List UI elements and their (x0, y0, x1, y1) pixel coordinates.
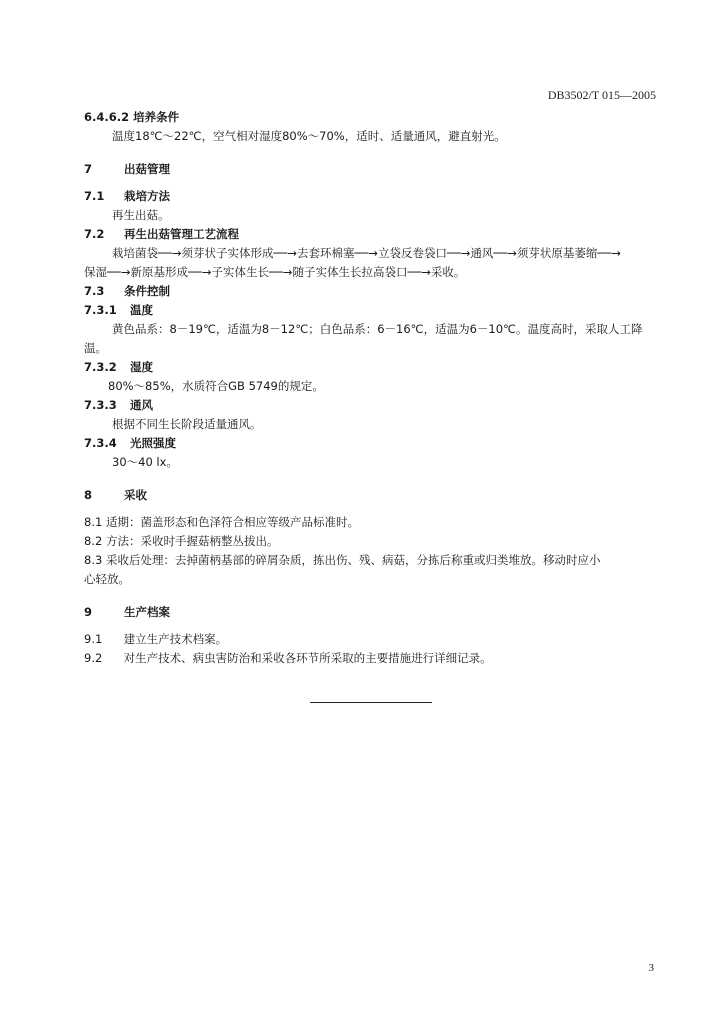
paragraph-cultivation-method: 再生出菇。 (112, 208, 170, 222)
paragraph-culture-conditions: 温度18℃～22℃，空气相对湿度80%～70%，适时、适量通风，避直射光。 (112, 129, 506, 143)
section-number: 6.4.6.2 (84, 110, 130, 124)
section-number: 7.3.1 (84, 303, 117, 317)
section-number: 7.3.3 (84, 398, 117, 412)
heading-9 (84, 603, 656, 622)
heading-7-3 (84, 282, 656, 301)
standard-code: DB3502/T 015—2005 (547, 88, 656, 102)
section-number: 8 (84, 488, 93, 502)
clause-8-3-line-1: 8.3 采收后处理：去掉菌柄基部的碎屑杂质，拣出伤、残、病菇，分拣后称重或归类堆放。移动时应小 (84, 553, 601, 567)
section-number: 7.3 (84, 284, 105, 298)
section-number: 9 (84, 605, 93, 619)
heading-7-3-4 (84, 434, 656, 453)
process-flow-line-1: 栽培菌袋──→须芽状子实体形成──→去套环棉塞──→立袋反卷袋口──→通风──→须芽状原基萎缩──→ (112, 246, 621, 260)
clause-text: 对生产技术、病虫害防治和采收各环节所采取的主要措施进行详细记录。 (123, 651, 492, 665)
clause-8-3-line-2: 心轻放。 (84, 572, 130, 586)
light-intensity-paragraph: 30～40 lx。 (112, 455, 178, 469)
heading-8 (84, 486, 656, 505)
section-number: 7.1 (84, 189, 105, 203)
section-title: 湿度 (130, 360, 154, 374)
clause-9-1 (84, 630, 656, 649)
clause-9-2 (84, 649, 656, 668)
section-title: 培养条件 (133, 110, 180, 124)
document-body (84, 108, 656, 668)
temperature-paragraph-line-1: 黄色品系：8－19℃，适温为8－12℃；白色品系：6－16℃，适温为6－10℃。温度高时，采取人工降 (112, 322, 643, 336)
section-title: 出菇管理 (124, 162, 171, 176)
process-flow-line-2: 保湿──→新原基形成──→子实体生长──→随子实体生长拉高袋口──→采收。 (84, 265, 466, 279)
section-title: 通风 (130, 398, 154, 412)
ventilation-paragraph: 根据不同生长阶段适量通风。 (112, 417, 262, 431)
section-title: 光照强度 (130, 436, 177, 450)
section-number: 7 (84, 162, 93, 176)
heading-7-3-1 (84, 301, 656, 320)
section-title: 条件控制 (124, 284, 171, 298)
section-title: 温度 (130, 303, 154, 317)
section-title: 栽培方法 (124, 189, 171, 203)
heading-7-2 (84, 225, 656, 244)
section-number: 7.3.2 (84, 360, 117, 374)
clause-8-1: 8.1 适期：菌盖形态和色泽符合相应等级产品标准时。 (84, 515, 359, 529)
clause-number: 9.1 (84, 632, 103, 646)
humidity-paragraph: 80%～85%，水质符合GB 5749的规定。 (108, 379, 324, 393)
page-number: 3 (648, 962, 654, 974)
section-number: 7.2 (84, 227, 105, 241)
section-number: 7.3.4 (84, 436, 117, 450)
section-title: 采收 (124, 488, 148, 502)
temperature-paragraph-line-2: 温。 (84, 341, 107, 355)
clause-text: 建立生产技术档案。 (123, 632, 228, 646)
heading-7-1 (84, 187, 656, 206)
heading-7-3-2 (84, 358, 656, 377)
clause-number: 9.2 (84, 651, 103, 665)
heading-6-4-6-2 (84, 108, 656, 127)
heading-7-3-3 (84, 396, 656, 415)
end-of-document-rule (310, 702, 432, 703)
heading-7 (84, 160, 656, 179)
section-title: 生产档案 (124, 605, 171, 619)
section-title: 再生出菇管理工艺流程 (124, 227, 240, 241)
clause-8-2: 8.2 方法：采收时手握菇柄整丛拔出。 (84, 534, 279, 548)
